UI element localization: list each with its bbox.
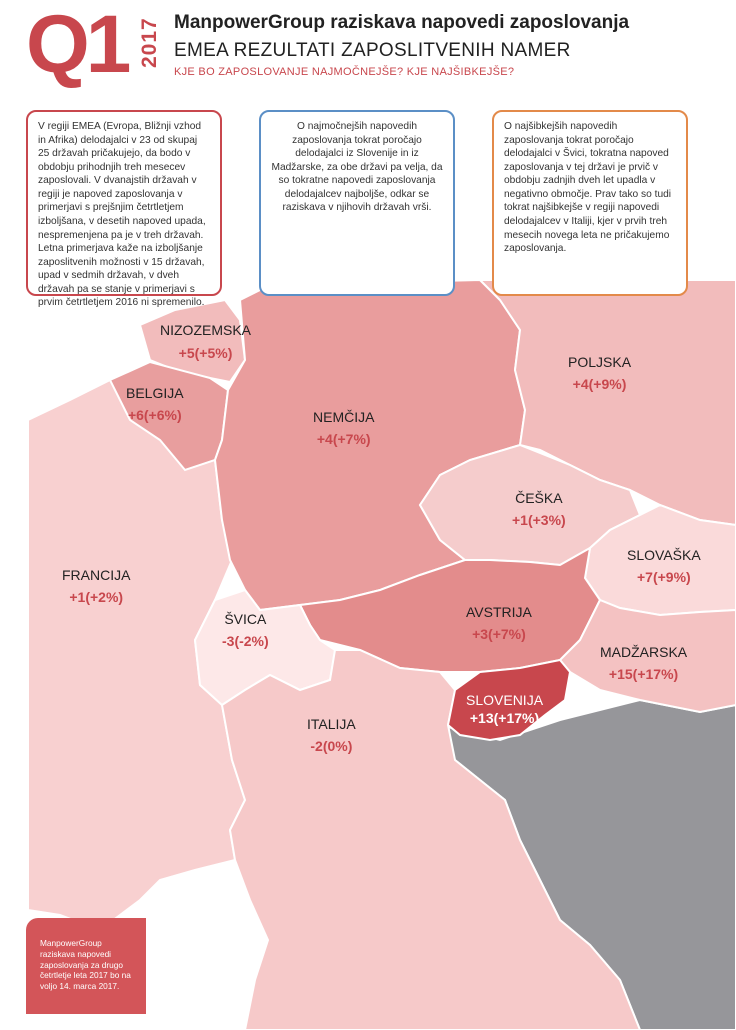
country-name: NEMČIJA bbox=[313, 409, 375, 425]
info-box-summary: V regiji EMEA (Evropa, Bližnji vzhod in Afrika) delodajalci v 23 od skupaj 25 državah pričakujejo, da bodo v obdobju prihodnjih treh mesecev zaposlovali. V dvanajstih državah v regiji je napoved zaposlovanja v primerjavi s prejšnjim četrtletjem izboljšana, v desetih napoved upada, nespremenjena pa je v treh državah. Letna primerjava kaže na izboljšanje zaposlitvenih možnosti v 15 državah, upad v sedmih državah, v dveh državah pa se stanje v primerjavi s prvim četrtletjem 2016 ni spremenilo. bbox=[26, 110, 222, 296]
country-label-belgija bbox=[126, 385, 184, 423]
quarter-label: Q1 bbox=[26, 0, 128, 90]
country-value: +15(+17%) bbox=[608, 666, 679, 682]
country-label-slovenija bbox=[466, 692, 543, 726]
country-value: +1(+2%) bbox=[69, 589, 124, 605]
country-value: +4(+7%) bbox=[316, 431, 371, 447]
country-label-nemcija bbox=[313, 409, 374, 447]
country-value: +7(+9%) bbox=[636, 569, 691, 585]
country-label-francija bbox=[62, 567, 130, 605]
country-name: SLOVAŠKA bbox=[627, 547, 701, 563]
info-box-strongest: O najmočnejših napovedih zaposlovanja tokrat poročajo delodajalci iz Slovenije in iz Madžarske, za obe državi pa velja, da so tokratne napovedi zaposlovanja delodajalcev najboljše, odkar se raziskava v njihovih državah vrši. bbox=[259, 110, 455, 296]
country-name: SLOVENIJA bbox=[466, 692, 544, 708]
page-title: ManpowerGroup raziskava napovedi zaposlovanja bbox=[174, 12, 630, 33]
country-name: POLJSKA bbox=[568, 354, 632, 370]
country-name: MADŽARSKA bbox=[600, 644, 688, 660]
country-value: +1(+3%) bbox=[512, 512, 566, 528]
country-value: +3(+7%) bbox=[472, 626, 526, 642]
country-label-avstrija bbox=[466, 604, 532, 642]
country-value: -2(0%) bbox=[310, 738, 353, 754]
country-label-italija bbox=[307, 716, 356, 754]
year-label: 2017 bbox=[138, 17, 161, 69]
country-label-slovaska bbox=[627, 547, 701, 585]
country-name: ŠVICA bbox=[224, 611, 267, 627]
info-box-weakest: O najšibkejših napovedih zaposlovanja tokrat poročajo delodajalci v Švici, tokratna napoved zaposlovanja v tej državi je prvič v obdobju zadnjih dveh let upadla v negativno območje. Prav tako so tudi tokrat najšibkejše v regiji napovedi delodajalcev v Italiji, kjer v prvih treh mesecih novega leta ne pričakujemo zaposlovanja. bbox=[492, 110, 688, 296]
country-name: FRANCIJA bbox=[62, 567, 131, 583]
country-label-nizozemska bbox=[160, 322, 251, 361]
country-label-ceska bbox=[512, 490, 566, 528]
country-value: +13(+17%) bbox=[469, 710, 540, 726]
country-name: BELGIJA bbox=[126, 385, 184, 401]
footnote: ManpowerGroup raziskava napovedi zaposlovanja za drugo četrtletje leta 2017 bo na voljo 14. marca 2017. bbox=[26, 918, 146, 1014]
country-label-poljska bbox=[568, 354, 631, 392]
country-name: AVSTRIJA bbox=[466, 604, 532, 620]
country-label-svica bbox=[222, 611, 269, 649]
country-value: +5(+5%) bbox=[178, 345, 233, 361]
country-name: NIZOZEMSKA bbox=[160, 322, 252, 338]
page-question: KJE BO ZAPOSLOVANJE NAJMOČNEJŠE? KJE NAJŠIBKEJŠE? bbox=[174, 66, 515, 78]
country-name: ITALIJA bbox=[307, 716, 356, 732]
country-value: -3(-2%) bbox=[222, 633, 269, 649]
page-subtitle: EMEA REZULTATI ZAPOSLITVENIH NAMER bbox=[174, 40, 571, 61]
country-name: ČEŠKA bbox=[515, 490, 563, 506]
country-value: +6(+6%) bbox=[127, 407, 182, 423]
country-label-madzarska bbox=[600, 644, 687, 682]
country-value: +4(+9%) bbox=[572, 376, 627, 392]
